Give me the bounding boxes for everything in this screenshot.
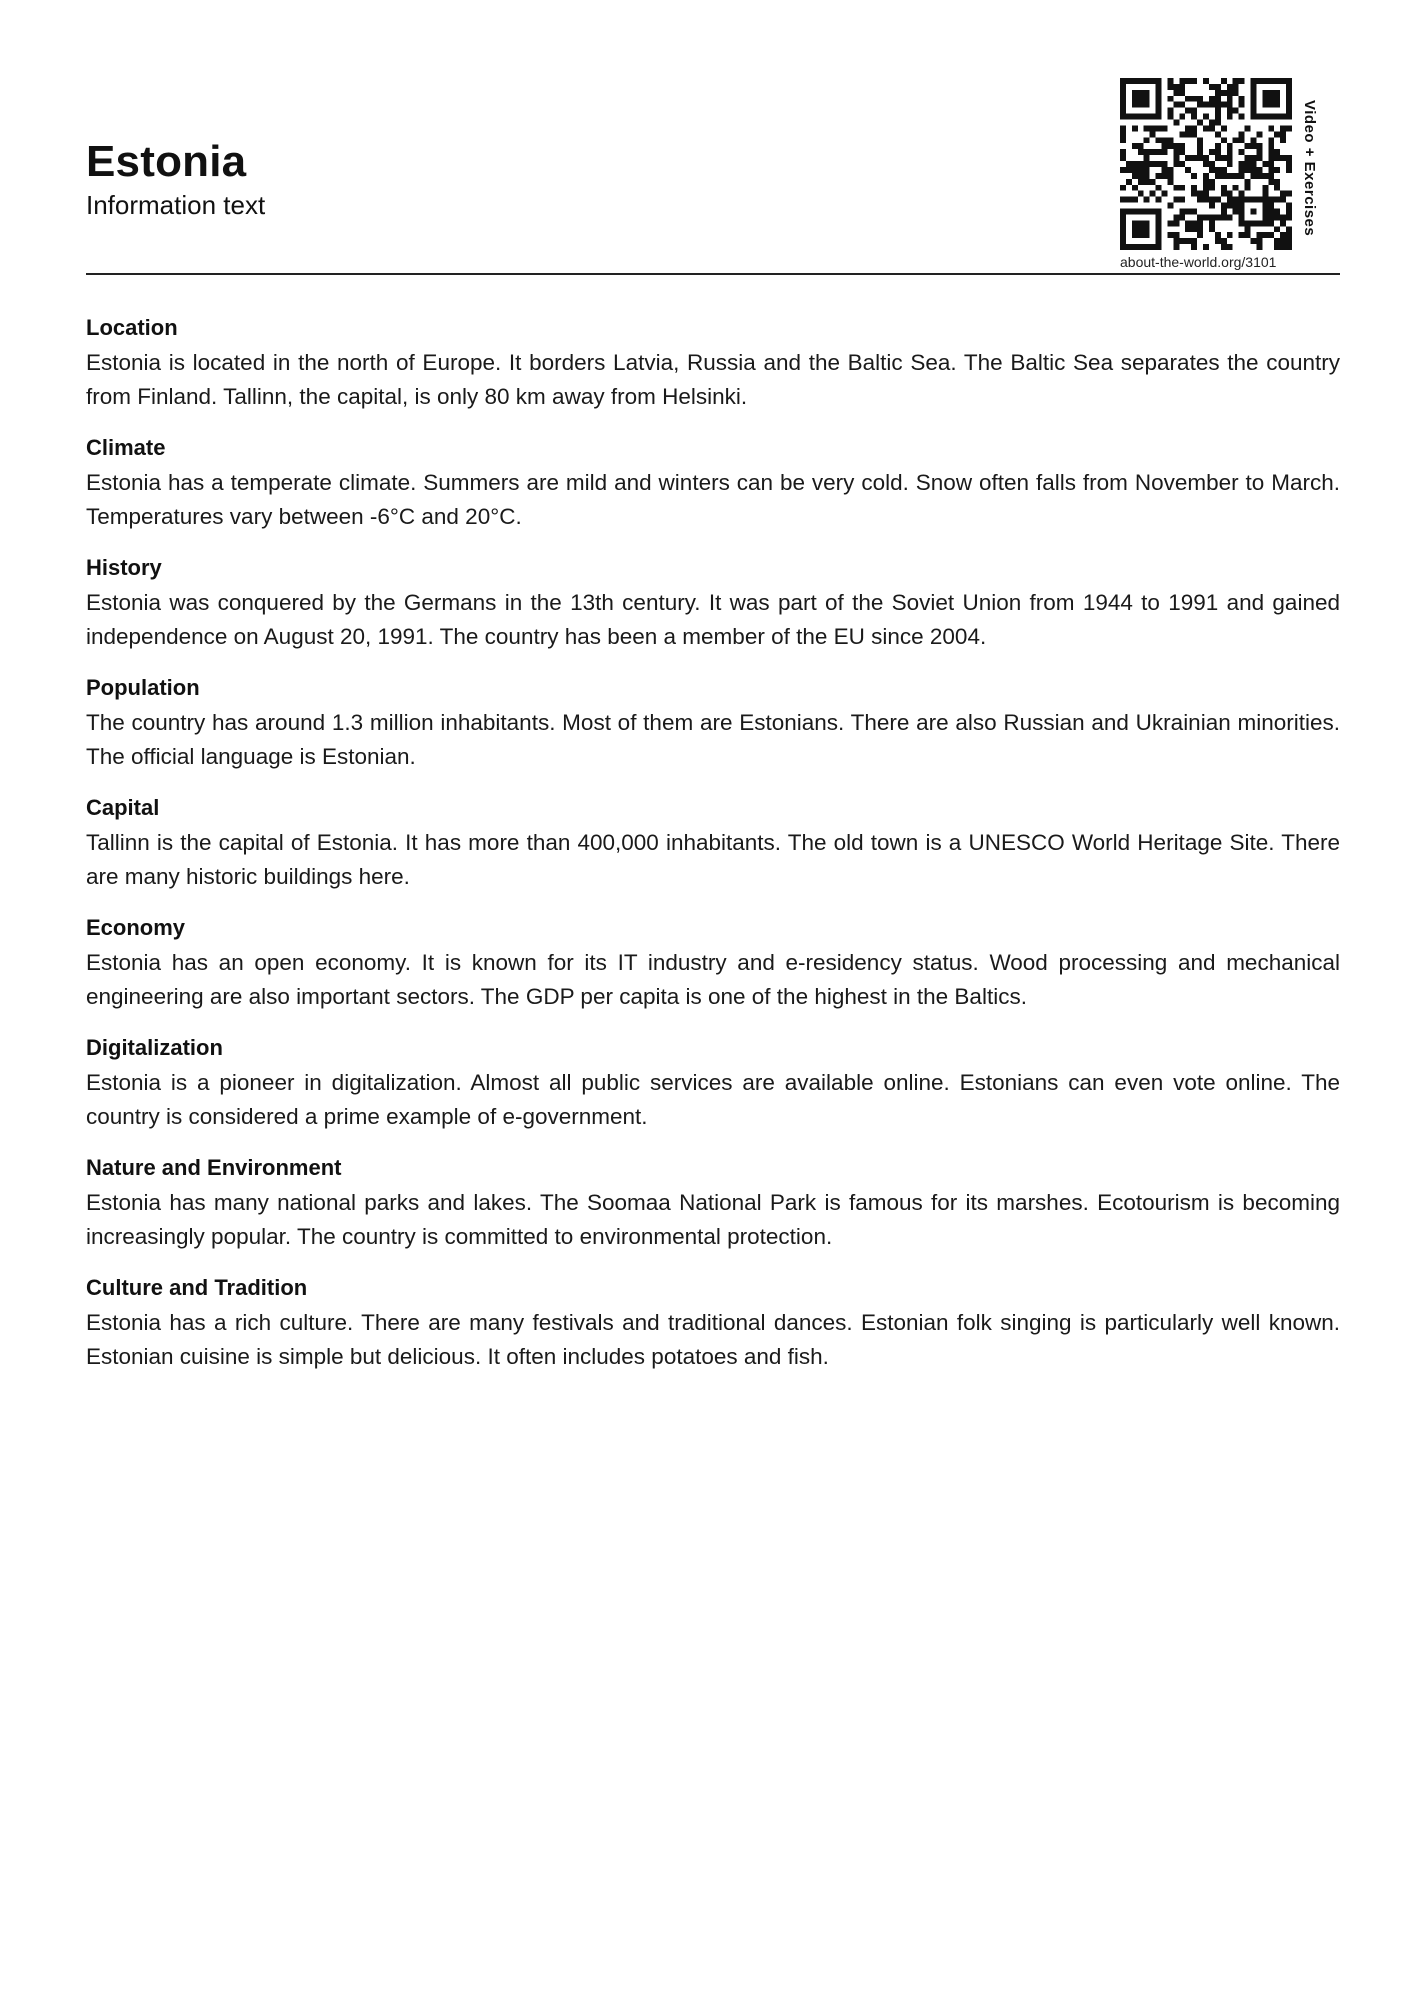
section-heading: Culture and Tradition bbox=[86, 1275, 308, 1300]
section-text: Estonia is a pioneer in digitalization. Almost all public services are available online. Estonians can even vote online. The country is considered a prime example of e-government. bbox=[86, 1070, 1340, 1129]
qr-url[interactable]: about-the-world.org/3101 bbox=[1120, 254, 1277, 270]
section-digitalization bbox=[86, 1032, 1340, 1134]
section-text: Estonia has an open economy. It is known for its IT industry and e-residency status. Wood processing and mechanical engineering are also important sectors. The GDP per capita is one of the highest in the Baltics. bbox=[86, 950, 1340, 1009]
section-heading: Climate bbox=[86, 435, 166, 460]
section-climate bbox=[86, 432, 1340, 534]
section-heading: Nature and Environment bbox=[86, 1155, 342, 1180]
section-text: Tallinn is the capital of Estonia. It has more than 400,000 inhabitants. The old town is a UNESCO World Heritage Site. There are many historic buildings here. bbox=[86, 830, 1340, 889]
qr-side-label: Video + Exercises bbox=[1301, 100, 1318, 237]
section-heading: Digitalization bbox=[86, 1035, 223, 1060]
page-header bbox=[86, 0, 1340, 276]
section-text: Estonia is located in the north of Europe. It borders Latvia, Russia and the Baltic Sea. The Baltic Sea separates the country from Finland. Tallinn, the capital, is only 80 km away from Helsinki. bbox=[86, 350, 1340, 409]
page-subtitle: Information text bbox=[86, 190, 266, 220]
section-heading: Location bbox=[86, 315, 178, 340]
qr-code-icon[interactable] bbox=[1120, 78, 1292, 250]
section-heading: Economy bbox=[86, 915, 186, 940]
section-location bbox=[86, 312, 1340, 414]
section-capital bbox=[86, 792, 1340, 894]
page-title: Estonia bbox=[86, 137, 247, 186]
qr-block[interactable] bbox=[1120, 78, 1340, 274]
section-nature-environment bbox=[86, 1152, 1340, 1254]
section-heading: History bbox=[86, 555, 162, 580]
section-text: The country has around 1.3 million inhabitants. Most of them are Estonians. There are also Russian and Ukrainian minorities. The official language is Estonian. bbox=[86, 710, 1340, 769]
section-text: Estonia has a rich culture. There are many festivals and traditional dances. Estonian folk singing is particularly well known. Estonian cuisine is simple but delicious. It often includes potatoes and fish. bbox=[86, 1310, 1340, 1369]
section-heading: Capital bbox=[86, 795, 160, 820]
worksheet-page bbox=[86, 0, 1340, 2000]
content-sections bbox=[86, 312, 1340, 1392]
section-text: Estonia was conquered by the Germans in the 13th century. It was part of the Soviet Union from 1944 to 1991 and gained independence on August 20, 1991. The country has been a member of the EU since 2004. bbox=[86, 590, 1340, 649]
section-text: Estonia has many national parks and lakes. The Soomaa National Park is famous for its marshes. Ecotourism is becoming increasingly popular. The country is committed to environmental protection. bbox=[86, 1190, 1340, 1249]
header-divider bbox=[86, 273, 1340, 275]
section-culture-tradition bbox=[86, 1272, 1340, 1374]
section-text: Estonia has a temperate climate. Summers are mild and winters can be very cold. Snow often falls from November to March. Temperatures vary between -6°C and 20°C. bbox=[86, 470, 1340, 529]
section-heading: Population bbox=[86, 675, 200, 700]
section-history bbox=[86, 552, 1340, 654]
section-population bbox=[86, 672, 1340, 774]
section-economy bbox=[86, 912, 1340, 1014]
